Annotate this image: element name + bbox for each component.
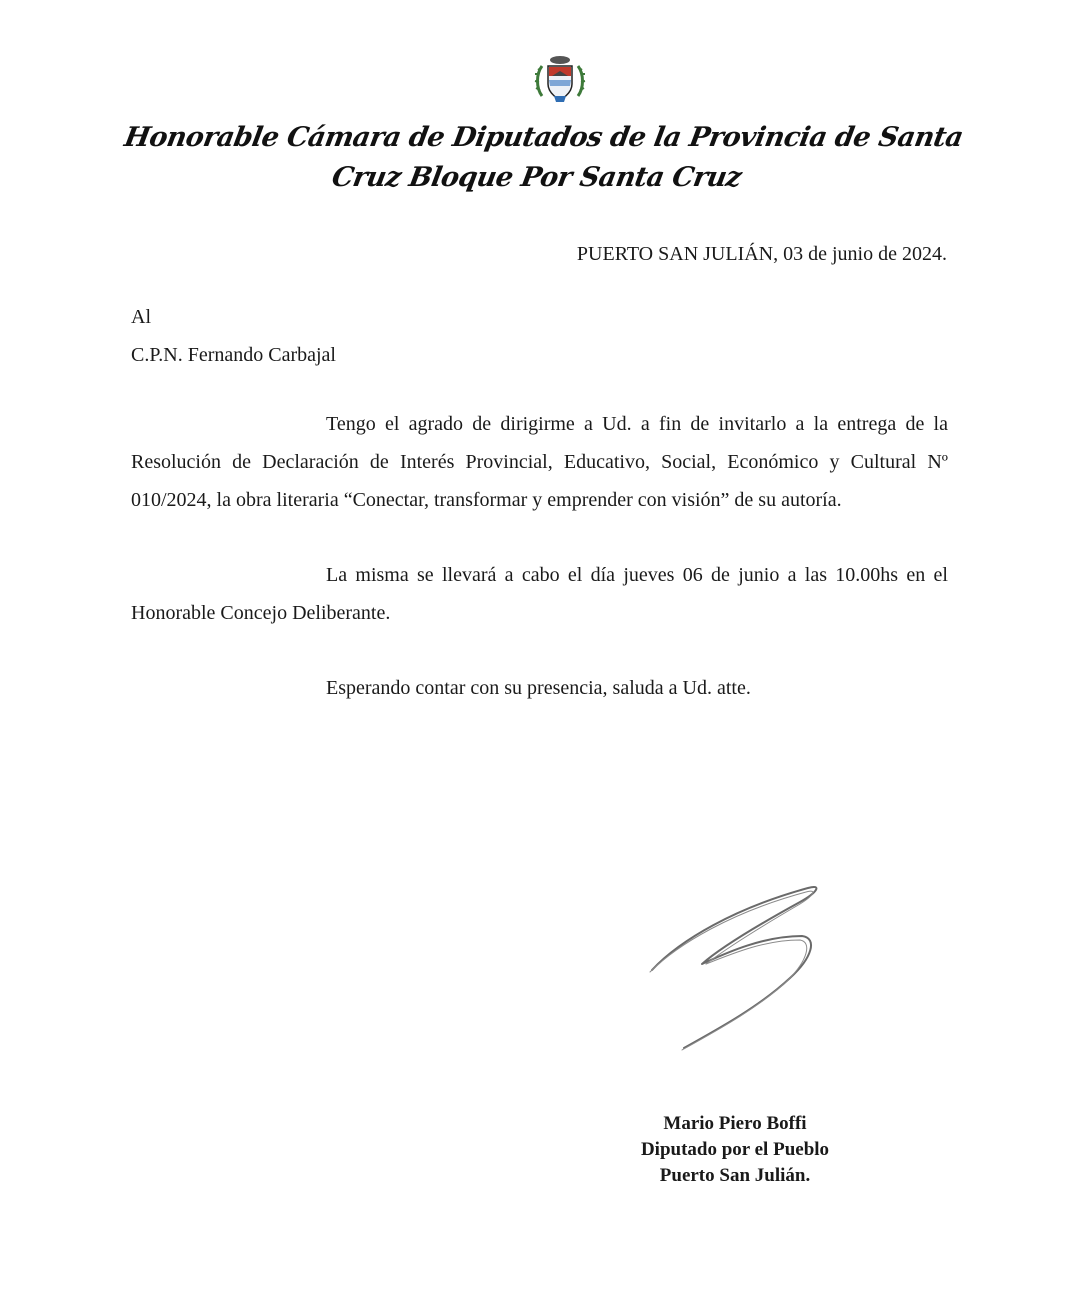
recipient-block — [131, 298, 336, 374]
date-line: PUERTO SAN JULIÁN, 03 de junio de 2024. — [576, 243, 947, 265]
signatory-name: Mario Piero Boffi — [663, 1113, 807, 1134]
letterhead-title: Honorable Cámara de Diputados de la Provincia de Santa Cruz Bloque Por Santa Cruz — [121, 122, 966, 193]
body-paragraph-invitation: Tengo el agrado de dirigirme a Ud. a fin de invitarlo a la entrega de la Resolución de Declaración de Interés Provincial, Educativo, Social, Económico y Cultural Nº 010/2024, la obra literaria “Conectar, transformar y emprender con visión” de su autoría. — [131, 413, 948, 511]
recipient-name: C.P.N. Fernando Carbajal — [131, 344, 336, 366]
signatory-title: Diputado por el Pueblo — [640, 1139, 830, 1160]
signatory-block — [600, 1111, 870, 1189]
coat-of-arms-icon — [532, 52, 588, 108]
body-paragraph-event-details: La misma se llevará a cabo el día jueves 06 de junio a las 10.00hs en el Honorable Concejo Deliberante. — [131, 564, 948, 624]
signatory-location: Puerto San Julián. — [659, 1165, 811, 1186]
body-paragraph-closing: Esperando contar con su presencia, saluda a Ud. atte. — [326, 677, 751, 699]
salutation: Al — [131, 306, 151, 328]
handwritten-signature-icon — [640, 878, 830, 1056]
